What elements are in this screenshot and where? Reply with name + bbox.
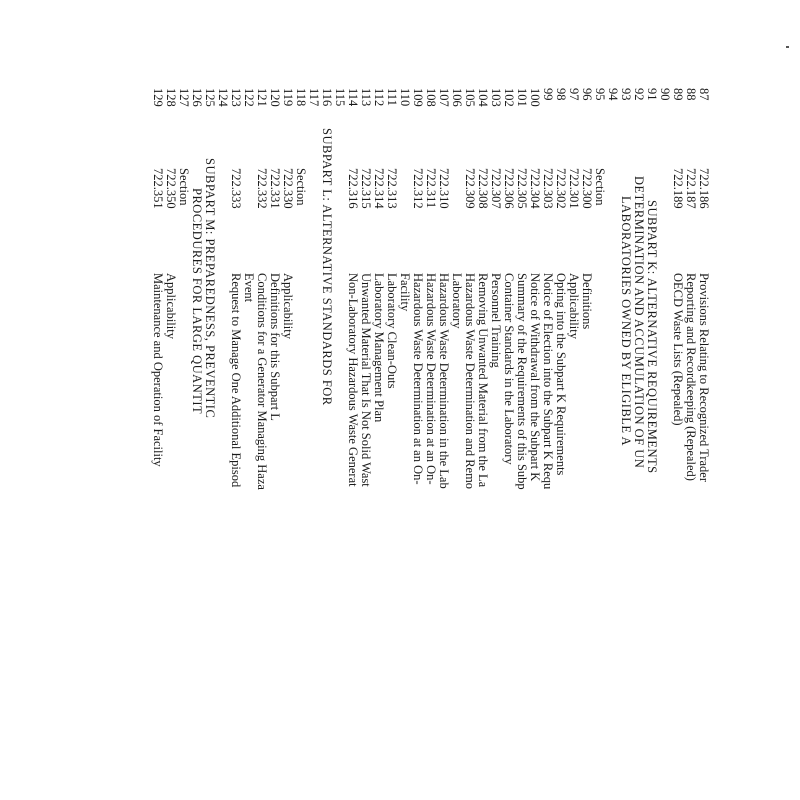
line-number: 96: [580, 88, 594, 101]
line-row: [580, 88, 593, 608]
section-title: Laboratory Clean-Outs: [385, 273, 399, 389]
line-number: 117: [307, 88, 321, 107]
line-row: [333, 88, 346, 608]
line-number: 111: [385, 88, 399, 106]
section-title: Applicability: [281, 273, 295, 339]
line-number: 126: [190, 88, 204, 107]
line-row: [541, 88, 554, 608]
subpart-heading: DETERMINATION AND ACCUMULATION OF UN: [632, 176, 646, 469]
line-row: [658, 88, 671, 608]
section-number: 722.303: [541, 168, 555, 209]
line-number: 119: [281, 88, 295, 107]
line-row: [346, 88, 359, 608]
line-row: [307, 88, 320, 608]
line-row: [190, 88, 203, 608]
line-row: [567, 88, 580, 608]
line-row: [424, 88, 437, 608]
line-number: 98: [554, 88, 568, 101]
line-number: 100: [528, 88, 542, 107]
section-title: Facility: [398, 273, 412, 312]
section-title: Laboratory: [450, 273, 464, 329]
line-row: [671, 88, 684, 608]
line-row: [476, 88, 489, 608]
section-number: 722.315: [359, 168, 373, 209]
section-title: Laboratory Management Plan: [372, 273, 386, 423]
line-number: 89: [671, 88, 685, 101]
line-row: [281, 88, 294, 608]
section-title: Conditions for a Generator Managing Haza: [255, 273, 269, 490]
line-number: 101: [515, 88, 529, 107]
section-number: 722.333: [229, 168, 243, 209]
line-row: [593, 88, 606, 608]
section-number: 722.309: [463, 168, 477, 209]
subpart-heading: LABORATORIES OWNED BY ELIGIBLE A: [619, 196, 633, 447]
line-number: 113: [359, 88, 373, 107]
line-row: [554, 88, 567, 608]
line-row: [606, 88, 619, 608]
section-title: Provisions Relating to Recognized Trader: [697, 273, 711, 483]
section-number: Section: [177, 168, 191, 206]
section-number: 722.311: [424, 168, 438, 209]
section-title: Maintenance and Operation of Facility: [151, 273, 165, 467]
subpart-heading: SUBPART K: ALTERNATIVE REQUIREMENTS: [645, 200, 659, 474]
line-row: [411, 88, 424, 608]
line-row: [242, 88, 255, 608]
subpart-heading: SUBPART M: PREPAREDNESS, PREVENTIC: [203, 158, 217, 419]
line-row: [359, 88, 372, 608]
line-row: [320, 88, 333, 608]
line-row: [294, 88, 307, 608]
line-row: [489, 88, 502, 608]
section-number: 722.306: [502, 168, 516, 209]
section-title: Hazardous Waste Determination and Remo: [463, 273, 477, 490]
line-row: [372, 88, 385, 608]
line-row: [177, 88, 190, 608]
line-number: 102: [502, 88, 516, 107]
line-number: 99: [541, 88, 555, 101]
section-title: OECD Waste Lists (Repealed): [671, 273, 685, 426]
line-number: 122: [242, 88, 256, 107]
section-title: Notice of Withdrawal from the Subpart K: [528, 273, 542, 482]
line-row: [502, 88, 515, 608]
line-number: 128: [164, 88, 178, 107]
line-number: 105: [463, 88, 477, 107]
line-row: [632, 88, 645, 608]
section-number: 722.301: [567, 168, 581, 209]
section-number: 722.330: [281, 168, 295, 209]
line-number: 127: [177, 88, 191, 107]
line-number: 116: [320, 88, 334, 107]
line-number: 110: [398, 88, 412, 107]
section-number: 722.305: [515, 168, 529, 209]
line-number: 112: [372, 88, 386, 107]
line-number: 121: [255, 88, 269, 107]
scan-speck: [786, 46, 789, 48]
line-number: 108: [424, 88, 438, 107]
section-number: 722.300: [580, 168, 594, 209]
line-row: [645, 88, 658, 608]
section-number: 722.350: [164, 168, 178, 209]
line-row: [203, 88, 216, 608]
section-title: Hazardous Waste Determination at an On-: [424, 273, 438, 485]
section-number: 722.312: [411, 168, 425, 209]
line-number: 87: [697, 88, 711, 101]
line-row: [398, 88, 411, 608]
section-title: Reporting and Recordkeeping (Repealed): [684, 273, 698, 481]
line-row: [216, 88, 229, 608]
section-number: 722.351: [151, 168, 165, 209]
line-row: [385, 88, 398, 608]
section-title: Container Standards in the Laboratory: [502, 273, 516, 465]
section-title: Hazardous Waste Determination in the Lab: [437, 273, 451, 489]
line-number: 115: [333, 88, 347, 107]
section-title: Definitions for this Subpart L: [268, 273, 282, 421]
section-number: 722.316: [346, 168, 360, 209]
line-number: 120: [268, 88, 282, 107]
section-title: Removing Unwanted Material from the La: [476, 273, 490, 488]
section-number: 722.302: [554, 168, 568, 209]
section-number: 722.313: [385, 168, 399, 209]
section-number: Section: [593, 168, 607, 206]
line-number: 95: [593, 88, 607, 101]
line-number: 118: [294, 88, 308, 107]
line-row: [619, 88, 632, 608]
section-title: Event: [242, 273, 256, 303]
line-number: 94: [606, 88, 620, 101]
line-row: [684, 88, 697, 608]
line-row: [437, 88, 450, 608]
line-number: 91: [645, 88, 659, 101]
section-number: 722.308: [476, 168, 490, 209]
section-title: Unwanted Material That Is Not Solid Wast: [359, 273, 373, 487]
section-title: Opting into the Subpart K Requirements: [554, 273, 568, 476]
section-number: 722.331: [268, 168, 282, 209]
line-number: 125: [203, 88, 217, 107]
line-number: 88: [684, 88, 698, 101]
line-row: [229, 88, 242, 608]
section-number: 722.332: [255, 168, 269, 209]
line-row: [450, 88, 463, 608]
section-title: Non-Laboratory Hazardous Waste Generat: [346, 273, 360, 487]
section-title: Applicability: [567, 273, 581, 339]
line-row: [164, 88, 177, 608]
document-text-frame: [90, 88, 710, 608]
line-row: [255, 88, 268, 608]
section-number: 722.314: [372, 168, 386, 209]
line-number: 129: [151, 88, 165, 107]
line-number: 93: [619, 88, 633, 101]
section-title: Request to Manage One Additional Episod: [229, 273, 243, 488]
section-number: 722.187: [684, 168, 698, 209]
line-number: 97: [567, 88, 581, 101]
section-title: Hazardous Waste Determination at an On-: [411, 273, 425, 485]
section-number: 722.304: [528, 168, 542, 209]
line-row: [268, 88, 281, 608]
line-number: 124: [216, 88, 230, 107]
line-number: 123: [229, 88, 243, 107]
section-title: Applicability: [164, 273, 178, 339]
section-number: 722.307: [489, 168, 503, 209]
line-row: [515, 88, 528, 608]
section-title: Summary of the Requirements of this Subp: [515, 273, 529, 490]
subpart-heading: SUBPART L: ALTERNATIVE STANDARDS FOR: [320, 128, 334, 406]
line-number: 107: [437, 88, 451, 107]
line-row: [528, 88, 541, 608]
line-number: 114: [346, 88, 360, 107]
section-number: Section: [294, 168, 308, 206]
line-number: 109: [411, 88, 425, 107]
line-row: [151, 88, 164, 608]
section-number: 722.186: [697, 168, 711, 209]
line-row: [697, 88, 710, 608]
section-number: 722.310: [437, 168, 451, 209]
line-number: 104: [476, 88, 490, 107]
section-title: Personnel Training: [489, 273, 503, 368]
line-number: 92: [632, 88, 646, 101]
line-number: 106: [450, 88, 464, 107]
section-title: Definitions: [580, 273, 594, 330]
subpart-heading: PROCEDURES FOR LARGE QUANTIT: [190, 188, 204, 415]
section-number: 722.189: [671, 168, 685, 209]
section-title: Notice of Election into the Subpart K Requ: [541, 273, 555, 490]
line-number: 103: [489, 88, 503, 107]
line-row: [463, 88, 476, 608]
line-number: 90: [658, 88, 672, 101]
